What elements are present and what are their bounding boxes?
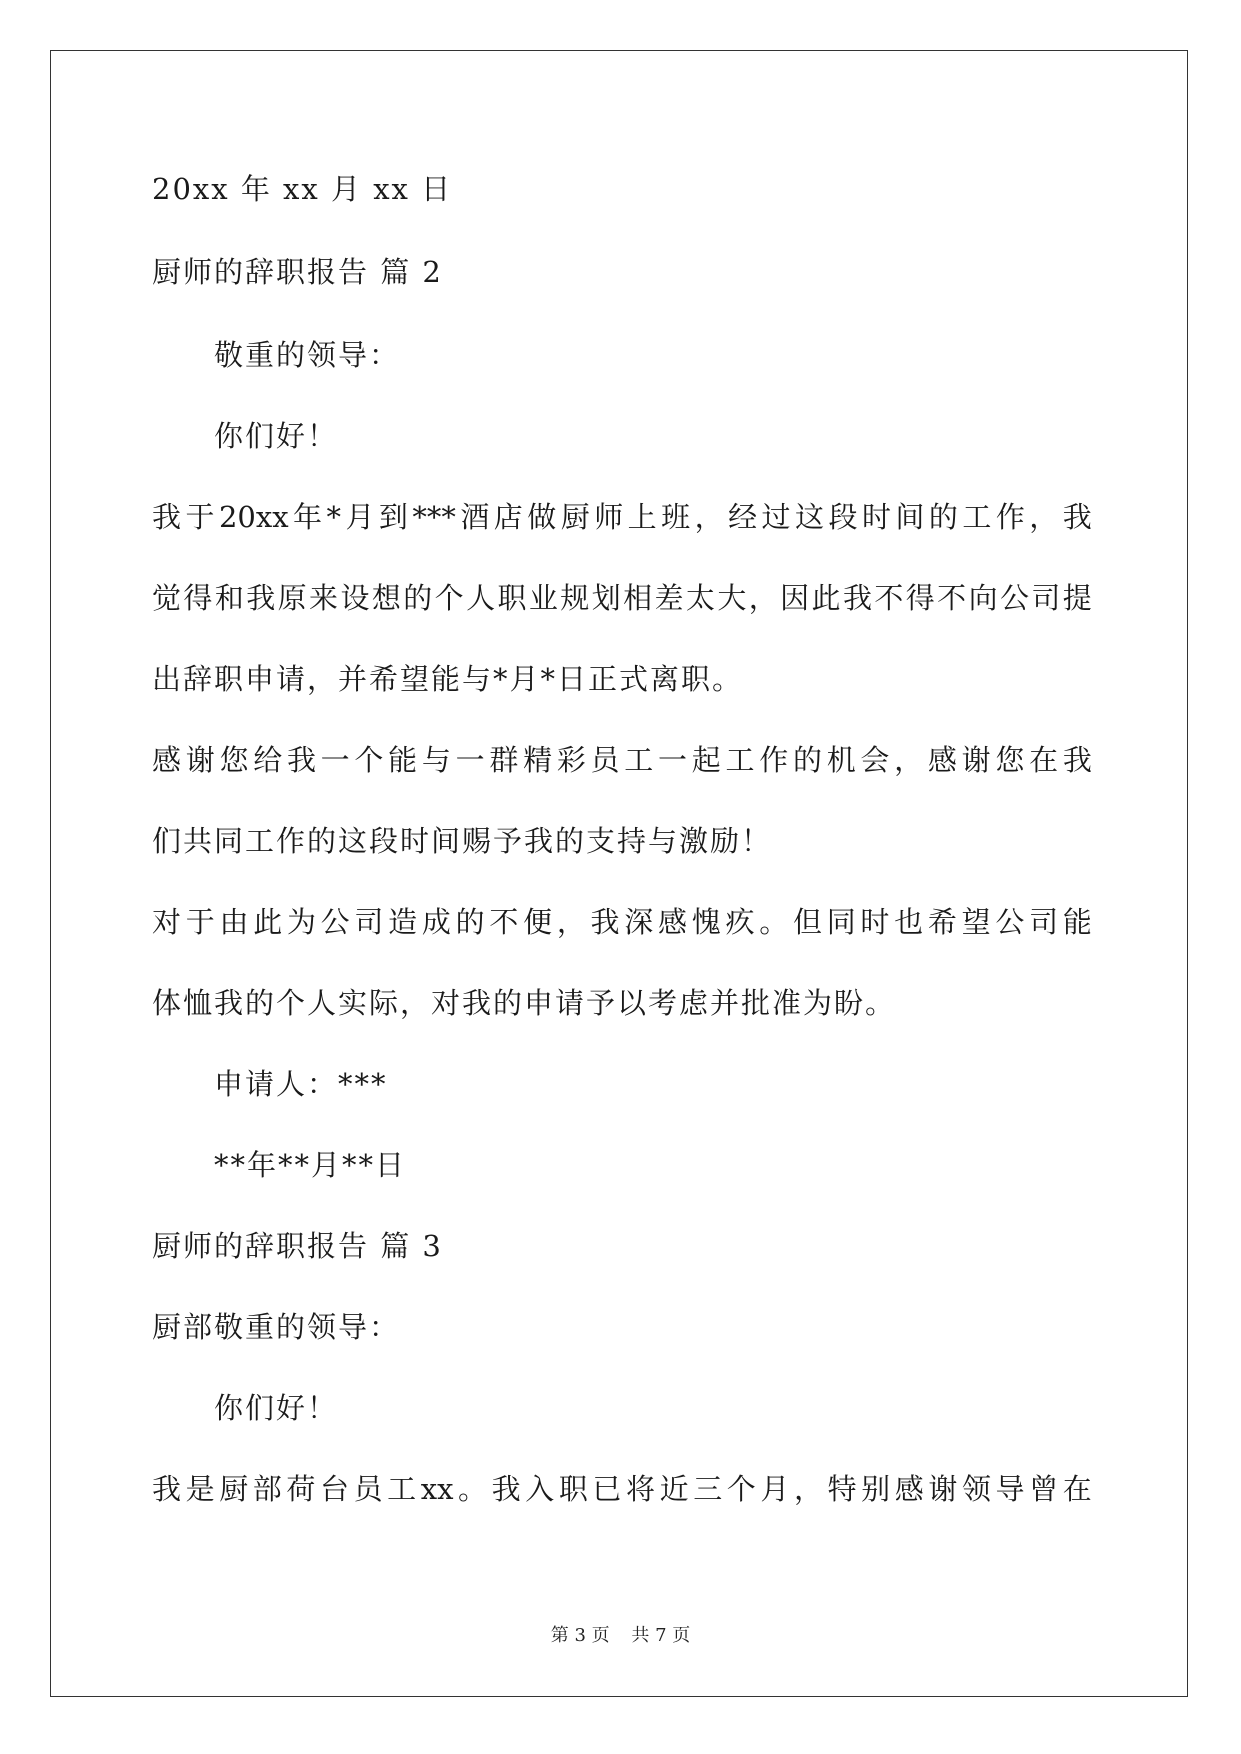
paragraph-line: 体恤我的个人实际，对我的申请予以考虑并批准为盼。 xyxy=(152,986,897,1020)
paragraph-line: 出辞职申请，并希望能与*月*日正式离职。 xyxy=(152,662,744,696)
section-title-3: 厨师的辞职报告 篇 3 xyxy=(152,1229,443,1263)
salutation: 厨部敬重的领导： xyxy=(152,1310,401,1344)
date-line: 20xx 年 xx 月 xx 日 xyxy=(152,172,453,206)
paragraph-line: 觉 得 和 我 原 来 设 想 的 个 人 职 业 规 划 相 差 太 大 ， 因 此 我 不 得 不 向 公 司 提 xyxy=(152,581,1092,615)
page-number: 第 3 页 xyxy=(550,1625,610,1646)
salutation: 敬重的领导： xyxy=(214,338,401,372)
greeting: 你们好！ xyxy=(214,1391,339,1425)
paragraph-line: 对 于 由 此 为 公 司 造 成 的 不 便 ， 我 深 感 愧 疚 。 但 同 时 也 希 望 公 司 能 xyxy=(152,905,1092,939)
signature-date: **年**月**日 xyxy=(214,1148,407,1182)
page-total: 共 7 页 xyxy=(631,1625,691,1646)
page-footer xyxy=(0,1625,1241,1647)
paragraph-line: 我 于 20xx 年 * 月 到 *** 酒 店 做 厨 师 上 班 ， 经 过 这 段 时 间 的 工 作 ， 我 xyxy=(152,500,1092,534)
applicant-line: 申请人：*** xyxy=(214,1067,388,1101)
greeting: 你们好！ xyxy=(214,419,339,453)
section-title-2: 厨师的辞职报告 篇 2 xyxy=(152,255,443,289)
page-border xyxy=(50,50,1188,1697)
paragraph-line: 感 谢 您 给 我 一 个 能 与 一 群 精 彩 员 工 一 起 工 作 的 机 会 ， 感 谢 您 在 我 xyxy=(152,743,1092,777)
paragraph-line: 们共同工作的这段时间赐予我的支持与激励！ xyxy=(152,824,773,858)
paragraph-line: 我 是 厨 部 荷 台 员 工 xx 。 我 入 职 已 将 近 三 个 月 ， 特 别 感 谢 领 导 曾 在 xyxy=(152,1472,1092,1506)
